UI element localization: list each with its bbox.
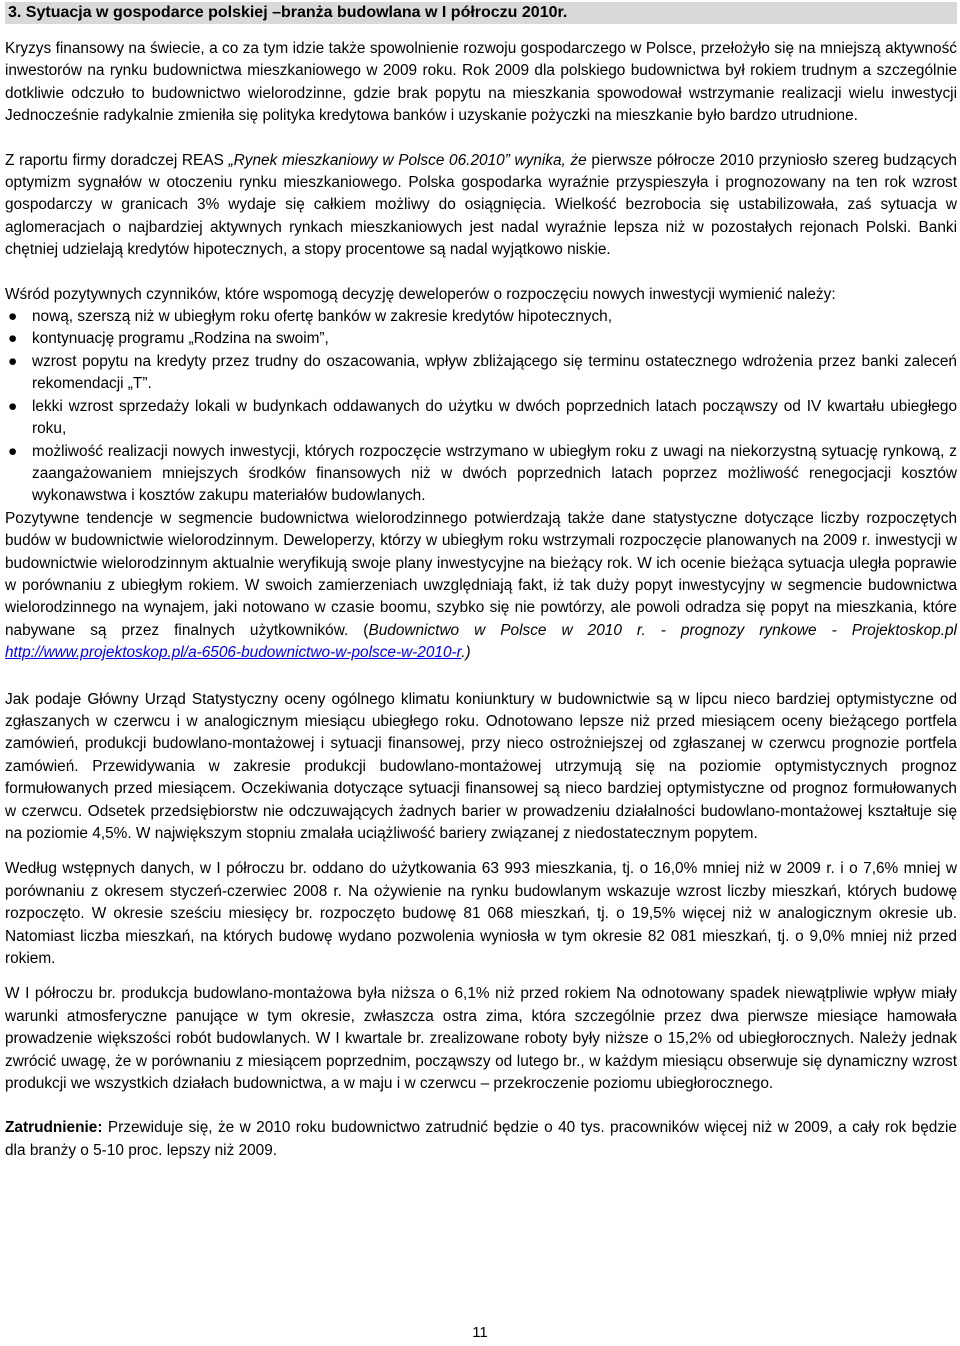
list-item-text: wzrost popytu na kredyty przez trudny do oszacowania, wpływ zbliżającego się terminu ostatecznego wdrożenia przez banki zaleceń rekomendacji „T”.	[32, 352, 957, 393]
trends-text: Pozytywne tendencje w segmencie budownictwa wielorodzinnego potwierdzają także dane statystyczne dotyczące liczby rozpoczętych budów w budownictwie wielorodzinnym. Deweloperzy, którzy w ubiegłym roku wstrzymali rozpoczęcie planowanych na 2009 r. inwestycji w budownictwie wielorodzinnym aktualnie weryfikują swoje plany inwestycyjne na bieżący rok. W ich ocenie bieżąca sytuacja uległa poprawie w porównaniu z ubiegłym rokiem. W swoich zamierzeniach uwzględniają fakt, iż tak duży popyt inwestycyjny w segmencie budownictwa wielorodzinnego na wynajem, jaki notowano w czasie boomu, szybko się nie powtórzy, ale powoli odradza się popyt na mieszkania, które nabywane są przez finalnych użytkowników. (	[5, 509, 957, 639]
bullet-icon: ●	[8, 397, 18, 415]
reas-rest: pierwsze półrocze 2010 przyniosło szereg budzących optymizm sygnałów w otoczeniu rynku mieszkaniowego. Polska gospodarka wyraźnie przyspieszyła i prognozowany na ten rok wzrost gospodarczy w granicach 3% wydaje się całkiem możliwy do osiągnięcia. Wielkość bezrobocia się ustabilizowała, zaś sytuacja w aglomeracjach o najbardziej aktywnych rynkach mieszkaniowych jest nadal wyraźnie lepsza niż w pozostałych rejonach Polski. Banki chętniej udzielają kredytów hipotecznych, a stopy procentowe są nadal wyjątkowo niskie.	[5, 151, 957, 259]
list-item-text: nową, szerszą niż w ubiegłym roku ofertę banków w zakresie kredytów hipotecznych,	[32, 308, 612, 326]
paragraph-housing-data: Według wstępnych danych, w I półroczu br. oddano do użytkowania 63 993 mieszkania, tj. o 16,0% mniej niż w 2009 r. i o 7,6% mniej w porównaniu z okresem styczeń-czerwiec 2008 r. Na ożywienie na rynku budowlanym wskazuje wzrost liczby mieszkań, których budowę rozpoczęto. W okresie sześciu miesięcy br. rozpoczęto budowę 81 068 mieszkań, tj. o 19,5% więcej niż w analogicznym okresie ub. Natomiast liczba mieszkań, na których budowę wydano pozwolenia wyniosła w tym okresie 82 081 mieszkań, tj. o 9,0% mniej niż przed rokiem.	[5, 860, 957, 968]
factors-list	[5, 306, 957, 508]
employment-label: Zatrudnienie:	[5, 1119, 103, 1137]
reas-title-italic: „Rynek mieszkaniowy w Polsce 06.2010” wynika, że	[228, 151, 592, 169]
paragraph-reas-report	[5, 150, 957, 262]
paragraph-positive-factors: Wśród pozytywnych czynników, które wspomogą decyzję deweloperów o rozpoczęciu nowych inwestycji wymienić należy:	[5, 285, 836, 303]
bullet-icon: ●	[8, 442, 18, 460]
list-item-text: kontynuację programu „Rodzina na swoim”,	[32, 330, 329, 348]
paragraph-gus-climate: Jak podaje Główny Urząd Statystyczny oceny ogólnego klimatu koniunktury w budownictwie są w lipcu nieco bardziej optymistyczne od zgłaszanych w czerwcu i w analogicznym miesiącu ubiegłego roku. Odnotowano lepsze niż przed miesiącem oceny bieżącego portfela zamówień, produkcji budowlano-montażowej i sytuacji finansowej, przy nieco ostrożniejszej od zgłaszanej w czerwcu prognozie portfela zamówień. Przewidywania w zakresie produkcji budowlano-montażowej utrzymują się na poziomie optymistycznych prognoz formułowanych przed miesiącem. Oczekiwania dotyczące sytuacji finansowej są nieco bardziej optymistyczne od prognoz formułowanych w czerwcu. Odsetek przedsiębiorstw nie odczuwających żadnych barier w prowadzeniu działalności budowlano-montażowej kształtuje się na poziomie 4,5%. W największym stopniu zmalała uciążliwość bariery związanej z niedostatecznym popytem.	[5, 690, 957, 842]
source-title: Budownictwo w Polsce w 2010 r. - prognozy rynkowe - Projektoskop.pl	[368, 621, 957, 639]
bullet-icon: ●	[8, 330, 18, 348]
reas-lead: Z raportu firmy doradczej REAS	[5, 151, 229, 169]
page-number: 11	[472, 1324, 488, 1341]
paragraph-multifamily-trends	[5, 508, 957, 665]
list-item	[5, 351, 957, 396]
list-item-text: możliwość realizacji nowych inwestycji, których rozpoczęcie wstrzymano w ubiegłym roku z uwagi na niekorzystną sytuację rynkową, z zaangażowaniem mniejszych środków finansowych niż w dwóch poprzednich latach poprzez możliwość renegocjacji kosztów wykonawstwa i kosztów zakupu materiałów budowlanych.	[32, 442, 957, 505]
source-link[interactable]: http://www.projektoskop.pl/a-6506-budownictwo-w-polsce-w-2010-r	[5, 644, 462, 662]
paragraph-crisis: Kryzys finansowy na świecie, a co za tym idzie także spowolnienie rozwoju gospodarczego w Polsce, przełożyło się na mniejszą aktywność inwestorów na rynku budownictwa mieszkaniowego w 2009 roku. Rok 2009 dla polskiego budownictwa był rokiem trudnym a szczególnie dotkliwie odczuło to budownictwo wielorodzinne, gdzie brak popytu na mieszkania spowodował wstrzymanie realizacji wielu inwestycji Jednocześnie radykalnie zmieniła się polityka kredytowa banków i uzyskanie pożyczki na mieszkanie było bardzo utrudnione.	[5, 40, 957, 125]
document-page	[5, 2, 957, 1162]
paragraph-production: W I półroczu br. produkcja budowlano-montażowa była niższa o 6,1% niż przed rokiem Na odnotowany spadek niewątpliwie wpływ miały warunki atmosferyczne panujące w tym okresie, zwłaszcza ostra zima, która szczególnie przez dwa pierwsze miesiące hamowała prowadzenie większości robót budowlanych. W I kwartale br. zrealizowane roboty były niższe o 15,2% od ubiegłorocznych. Należy jednak zwrócić uwagę, że w porównaniu z miesiącem poprzednim, począwszy od lutego br., w każdym miesiącu obserwuje się dynamiczny wzrost produkcji we wszystkich działach budownictwa, a w maju i w czerwcu – przekroczenie poziomu ubiegłorocznego.	[5, 985, 957, 1093]
list-item	[5, 306, 957, 328]
list-item	[5, 328, 957, 350]
source-tail: .)	[461, 644, 471, 662]
list-item	[5, 396, 957, 441]
bullet-icon: ●	[8, 352, 18, 370]
section-heading: 3. Sytuacja w gospodarce polskiej –branża budowlana w I półroczu 2010r.	[5, 2, 957, 24]
paragraph-employment	[5, 1117, 957, 1162]
employment-text: Przewiduje się, że w 2010 roku budownictwo zatrudnić będzie o 40 tys. pracowników więcej niż w 2009, a cały rok będzie dla branży o 5-10 proc. lepszy niż 2009.	[5, 1119, 957, 1159]
list-item	[5, 441, 957, 508]
bullet-icon: ●	[8, 308, 18, 326]
list-item-text: lekki wzrost sprzedaży lokali w budynkach oddawanych do użytku w dwóch poprzednich latach począwszy od IV kwartału ubiegłego roku,	[32, 397, 957, 438]
